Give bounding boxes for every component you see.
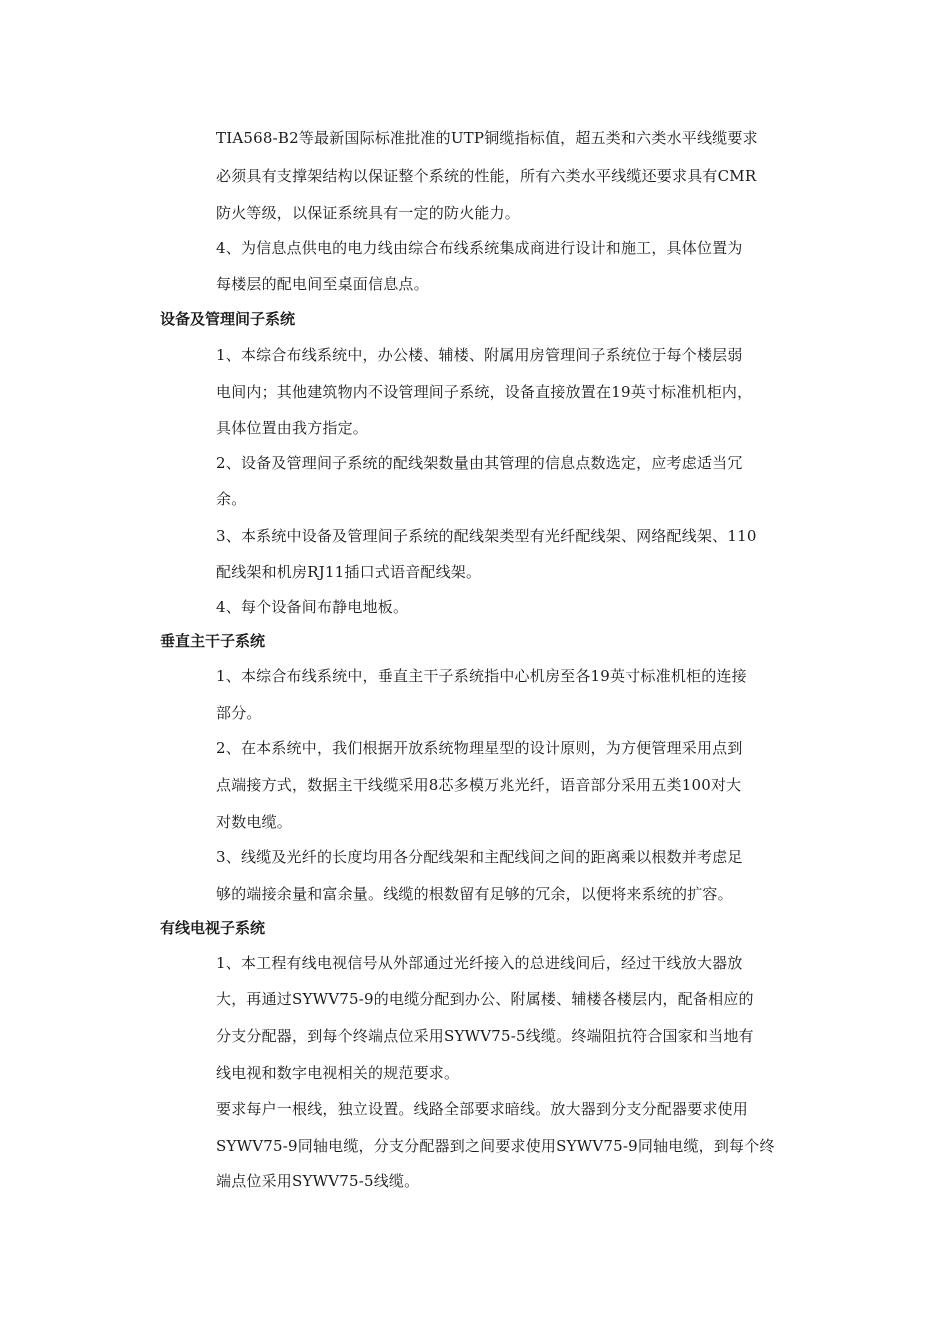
paragraph-line: 4、每个设备间布静电地板。 xyxy=(216,598,409,616)
paragraph-line: 1、本综合布线系统中，办公楼、辅楼、附属用房管理间子系统位于每个楼层弱 xyxy=(216,346,743,364)
paragraph-line: 电间内；其他建筑物内不设管理间子系统，设备直接放置在19英寸标准机柜内， xyxy=(216,383,753,401)
paragraph-line: 4、为信息点供电的电力线由综合布线系统集成商进行设计和施工，具体位置为 xyxy=(216,239,743,257)
paragraph-line: 部分。 xyxy=(216,704,262,722)
paragraph-line: 大，再通过SYWV75-9的电缆分配到办公、附属楼、辅楼各楼层内，配备相应的 xyxy=(216,990,754,1008)
paragraph-line: 2、设备及管理间子系统的配线架数量由其管理的信息点数选定，应考虑适当冗 xyxy=(216,454,743,472)
paragraph-line: 2、在本系统中，我们根据开放系统物理星型的设计原则，为方便管理采用点到 xyxy=(216,739,743,757)
paragraph-line: 必须具有支撑架结构以保证整个系统的性能，所有六类水平线缆还要求具有CMR xyxy=(216,167,757,185)
section-heading: 有线电视子系统 xyxy=(160,919,266,937)
paragraph-line: 1、本综合布线系统中，垂直主干子系统指中心机房至各19英寸标准机柜的连接 xyxy=(216,667,747,685)
paragraph-line: 够的端接余量和富余量。线缆的根数留有足够的冗余，以便将来系统的扩容。 xyxy=(216,885,733,903)
paragraph-line: 每楼层的配电间至桌面信息点。 xyxy=(216,275,429,293)
paragraph-line: 配线架和机房RJ11插口式语音配线架。 xyxy=(216,563,482,581)
paragraph-line: 对数电缆。 xyxy=(216,813,293,831)
section-heading: 垂直主干子系统 xyxy=(160,632,266,650)
paragraph-line: 防火等级，以保证系统具有一定的防火能力。 xyxy=(216,204,521,222)
paragraph-line: 3、线缆及光纤的长度均用各分配线架和主配线间之间的距离乘以根数并考虑足 xyxy=(216,848,743,866)
paragraph-line: 线电视和数字电视相关的规范要求。 xyxy=(216,1064,460,1082)
paragraph-line: 分支分配器，到每个终端点位采用SYWV75-5线缆。终端阻抗符合国家和当地有 xyxy=(216,1027,754,1045)
section-heading: 设备及管理间子系统 xyxy=(160,310,296,328)
paragraph-line: 余。 xyxy=(216,490,247,508)
paragraph-line: TIA568-B2等最新国际标准批准的UTP铜缆指标值，超五类和六类水平线缆要求 xyxy=(216,129,758,147)
paragraph-line: 点端接方式，数据主干线缆采用8芯多模万兆光纤，语音部分采用五类100对大 xyxy=(216,776,742,794)
paragraph-line: 1、本工程有线电视信号从外部通过光纤接入的总进线间后，经过干线放大器放 xyxy=(216,954,743,972)
paragraph-line: 端点位采用SYWV75-5线缆。 xyxy=(216,1172,420,1190)
paragraph-line: 3、本系统中设备及管理间子系统的配线架类型有光纤配线架、网络配线架、110 xyxy=(216,527,757,545)
paragraph-line: 具体位置由我方指定。 xyxy=(216,419,369,437)
paragraph-line: SYWV75-9同轴电缆，分支分配器到之间要求使用SYWV75-9同轴电缆，到每个终 xyxy=(216,1137,775,1155)
paragraph-line: 要求每户一根线，独立设置。线路全部要求暗线。放大器到分支分配器要求使用 xyxy=(216,1100,749,1118)
